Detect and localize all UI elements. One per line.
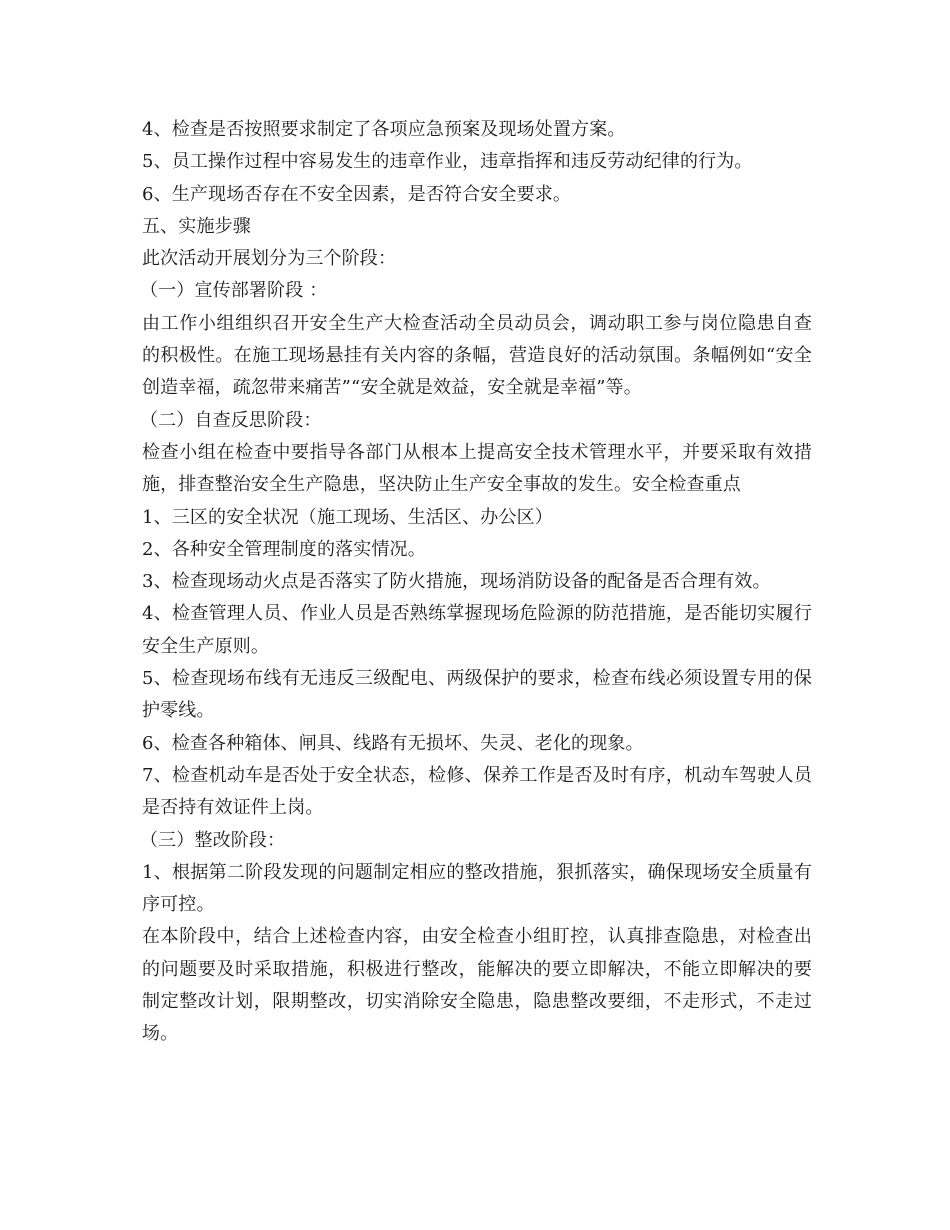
stage-heading-self-inspection: （二）自查反思阶段： [140, 409, 322, 431]
paragraph-employee-violations: 5、员工操作过程中容易发生的违章作业，违章指挥和违反劳动纪律的行为。 [142, 151, 753, 173]
paragraph-three-stages: 此次活动开展划分为三个阶段： [142, 248, 397, 270]
section-heading-implementation-steps: 五、实施步骤 [142, 215, 251, 237]
list-item-rectification-measures: 1、根据第二阶段发现的问题制定相应的整改措施，狠抓落实，确保现场安全质量有序可控。 [142, 861, 812, 916]
list-item-three-zones: 1、三区的安全状况（施工现场、生活区、办公区） [142, 506, 553, 528]
stage-heading-rectification: （三）整改阶段： [140, 829, 286, 851]
list-item-wiring-protection: 5、检查现场布线有无违反三级配电、两级保护的要求，检查布线必须设置专用的保护零线。 [142, 668, 812, 722]
paragraph-mobilization-meeting: 由工作小组组织召开安全生产大检查活动全员动员会，调动职工参与岗位隐患自查的积极性。在施工现场悬挂有关内容的条幅，营造良好的活动氛围。条幅例如“安全创造幸福，疏忽带来痛苦”“安全就是效益，安全就是幸福”等。 [142, 312, 812, 399]
document-body [142, 114, 812, 1051]
paragraph-rectification-details: 在本阶段中，结合上述检查内容，由安全检查小组盯控，认真排查隐患，对检查出的问题要及时采取措施，积极进行整改，能解决的要立即解决，不能立即解决的要制定整改计划，限期整改，切实消除安全隐患，隐患整改要细，不走形式，不走过场。 [142, 926, 812, 1045]
list-item-equipment-damage: 6、检查各种箱体、闸具、线路有无损坏、失灵、老化的现象。 [142, 732, 644, 754]
stage-heading-publicity: （一）宣传部署阶段 ： [140, 280, 328, 302]
list-item-vehicle-safety: 7、检查机动车是否处于安全状态，检修、保养工作是否及时有序，机动车驾驶人员是否持有效证件上岗。 [142, 764, 812, 819]
paragraph-unsafe-factors: 6、生产现场否存在不安全因素，是否符合安全要求。 [142, 183, 572, 205]
list-item-fire-prevention: 3、检查现场动火点是否落实了防火措施，现场消防设备的配备是否合理有效。 [142, 571, 771, 593]
paragraph-inspection-guidance: 检查小组在检查中要指导各部门从根本上提高安全技术管理水平，并要采取有效措施，排查整治安全生产隐患，坚决防止生产安全事故的发生。安全检查重点 [142, 441, 812, 496]
paragraph-check-emergency-plans: 4、检查是否按照要求制定了各项应急预案及现场处置方案。 [142, 119, 626, 140]
list-item-management-systems: 2、各种安全管理制度的落实情况。 [142, 538, 426, 560]
list-item-hazard-knowledge: 4、检查管理人员、作业人员是否熟练掌握现场危险源的防范措施，是否能切实履行安全生产原则。 [142, 603, 812, 657]
